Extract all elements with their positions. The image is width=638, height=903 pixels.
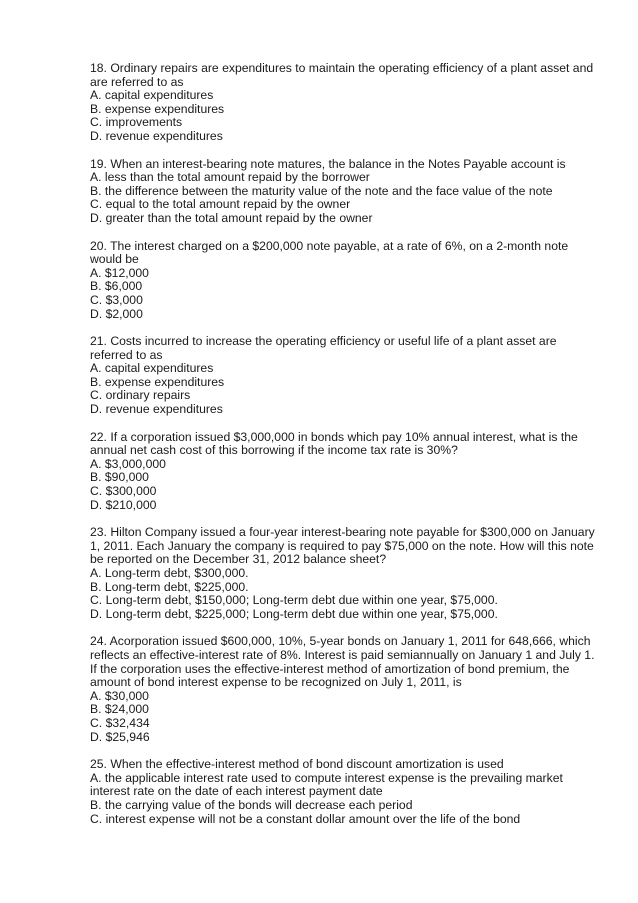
answer-option-c: C. $3,000: [90, 292, 143, 307]
answer-option-b: B. the carrying value of the bonds will decrease each period: [90, 797, 413, 812]
answer-option-c: C. ordinary repairs: [90, 388, 191, 403]
answer-option-d: D. $25,946: [90, 729, 150, 744]
answer-option-c: C. improvements: [90, 115, 183, 130]
answer-option-c: C. $300,000: [90, 484, 157, 499]
question-22: [90, 431, 600, 513]
answer-option-d: D. $2,000: [90, 306, 143, 321]
answer-option-c: C. $32,434: [90, 715, 150, 730]
question-23: [90, 526, 600, 621]
answer-option-a: A. $3,000,000: [90, 456, 166, 471]
answer-option-b: B. expense expenditures: [90, 374, 225, 389]
question-stem: 19. When an interest-bearing note matures, the balance in the Notes Payable account is: [90, 156, 566, 171]
document-page: [90, 62, 600, 840]
answer-option-c: C. Long-term debt, $150,000; Long-term debt due within one year, $75,000.: [90, 593, 498, 608]
answer-option-b: B. $6,000: [90, 279, 143, 294]
question-24: [90, 635, 600, 744]
question-19: [90, 158, 600, 226]
answer-option-b: B. $24,000: [90, 702, 149, 717]
answer-option-a: A. Long-term debt, $300,000.: [90, 566, 249, 580]
answer-option-a: A. $12,000: [90, 265, 149, 280]
answer-option-a: A. $30,000: [90, 688, 149, 703]
question-stem: 23. Hilton Company issued a four-year interest-bearing note payable for $300,000 on January 1, 2011. Each January the company is required to pay $75,000 on the note. How will this note be reported on the December 31, 2012 balance sheet?: [90, 525, 595, 567]
question-stem: 25. When the effective-interest method of bond discount amortization is used: [90, 757, 504, 772]
question-stem: 22. If a corporation issued $3,000,000 in bonds which pay 10% annual interest, what is the annual net cash cost of this borrowing if the income tax rate is 30%?: [90, 429, 578, 458]
question-stem: 21. Costs incurred to increase the operating efficiency or useful life of a plant asset are referred to as: [90, 334, 557, 362]
answer-option-c: C. interest expense will not be a constant dollar amount over the life of the bond: [90, 811, 521, 826]
answer-option-a: A. capital expenditures: [90, 361, 214, 376]
answer-option-b: B. $90,000: [90, 470, 149, 485]
question-18: [90, 62, 600, 144]
question-stem: 24. Acorporation issued $600,000, 10%, 5-year bonds on January 1, 2011 for 648,666, which reflects an effective-interest rate of 8%. Interest is paid semiannually on January 1 and July 1. If the corporation uses the effective-interest method of amortization of bond premium, the amount of bond interest expense to be recognized on July 1, 2011, is: [90, 634, 595, 690]
answer-option-b: B. expense expenditures: [90, 101, 225, 116]
answer-option-d: D. revenue expenditures: [90, 402, 223, 417]
question-25: [90, 758, 600, 826]
answer-option-a: A. less than the total amount repaid by the borrower: [90, 170, 370, 185]
answer-option-b: B. the difference between the maturity value of the note and the face value of the note: [90, 183, 553, 198]
question-20: [90, 240, 600, 322]
answer-option-d: D. $210,000: [90, 497, 157, 512]
answer-option-d: D. Long-term debt, $225,000; Long-term debt due within one year, $75,000.: [90, 606, 498, 621]
question-stem: 18. Ordinary repairs are expenditures to maintain the operating efficiency of a plant asset and are referred to as: [90, 61, 594, 89]
answer-option-a: A. the applicable interest rate used to compute interest expense is the prevailing market interest rate on the date of each interest payment date: [90, 770, 563, 799]
question-stem: 20. The interest charged on a $200,000 note payable, at a rate of 6%, on a 2-month note would be: [90, 238, 569, 267]
answer-option-a: A. capital expenditures: [90, 88, 214, 103]
answer-option-c: C. equal to the total amount repaid by the owner: [90, 197, 351, 212]
question-21: [90, 335, 600, 417]
answer-option-d: D. revenue expenditures: [90, 128, 223, 143]
answer-option-d: D. greater than the total amount repaid by the owner: [90, 210, 373, 225]
answer-option-b: B. Long-term debt, $225,000.: [90, 579, 249, 594]
